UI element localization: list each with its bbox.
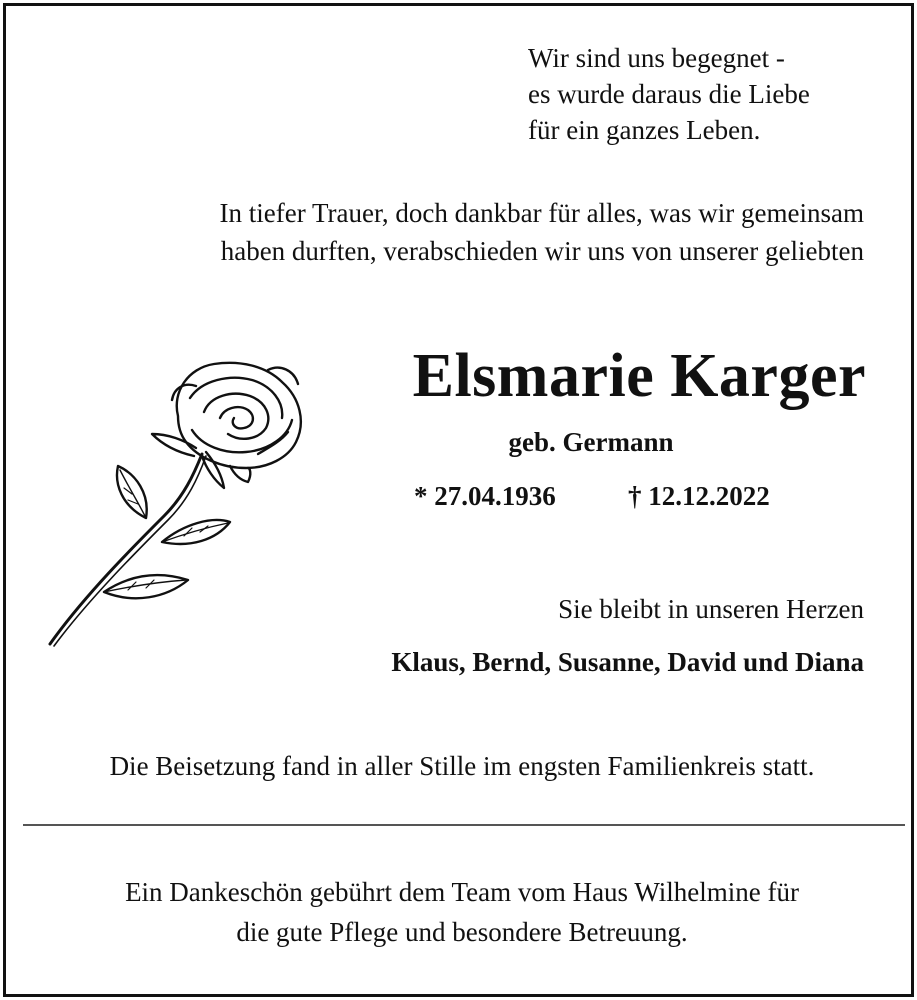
- intro-line: In tiefer Trauer, doch dankbar für alles, was wir gemeinsam: [219, 198, 864, 228]
- divider: [23, 824, 905, 826]
- death-date: † 12.12.2022: [628, 481, 770, 511]
- mourners-names: Klaus, Bernd, Susanne, David und Diana: [391, 647, 864, 677]
- maiden-name: geb. Germann: [508, 427, 674, 457]
- poem: [528, 40, 810, 148]
- poem-line: für ein ganzes Leben.: [528, 115, 761, 145]
- obituary-card: [3, 3, 914, 997]
- thanks-note: [26, 872, 898, 952]
- deceased-name: Elsmarie Karger: [412, 342, 866, 410]
- remembrance-line: Sie bleibt in unseren Herzen: [558, 594, 864, 624]
- thanks-line: Ein Dankeschön gebührt dem Team vom Haus Wilhelmine für: [125, 877, 799, 907]
- poem-line: es wurde daraus die Liebe: [528, 79, 810, 109]
- funeral-note: Die Beisetzung fand in aller Stille im engsten Familienkreis statt.: [109, 751, 815, 781]
- intro-line: haben durften, verabschieden wir uns von unserer geliebten: [220, 236, 864, 266]
- poem-line: Wir sind uns begegnet -: [528, 43, 785, 73]
- intro-text: [66, 194, 864, 270]
- thanks-line: die gute Pflege und besondere Betreuung.: [236, 917, 688, 947]
- rose-icon: [44, 356, 314, 656]
- birth-date: * 27.04.1936: [414, 481, 556, 511]
